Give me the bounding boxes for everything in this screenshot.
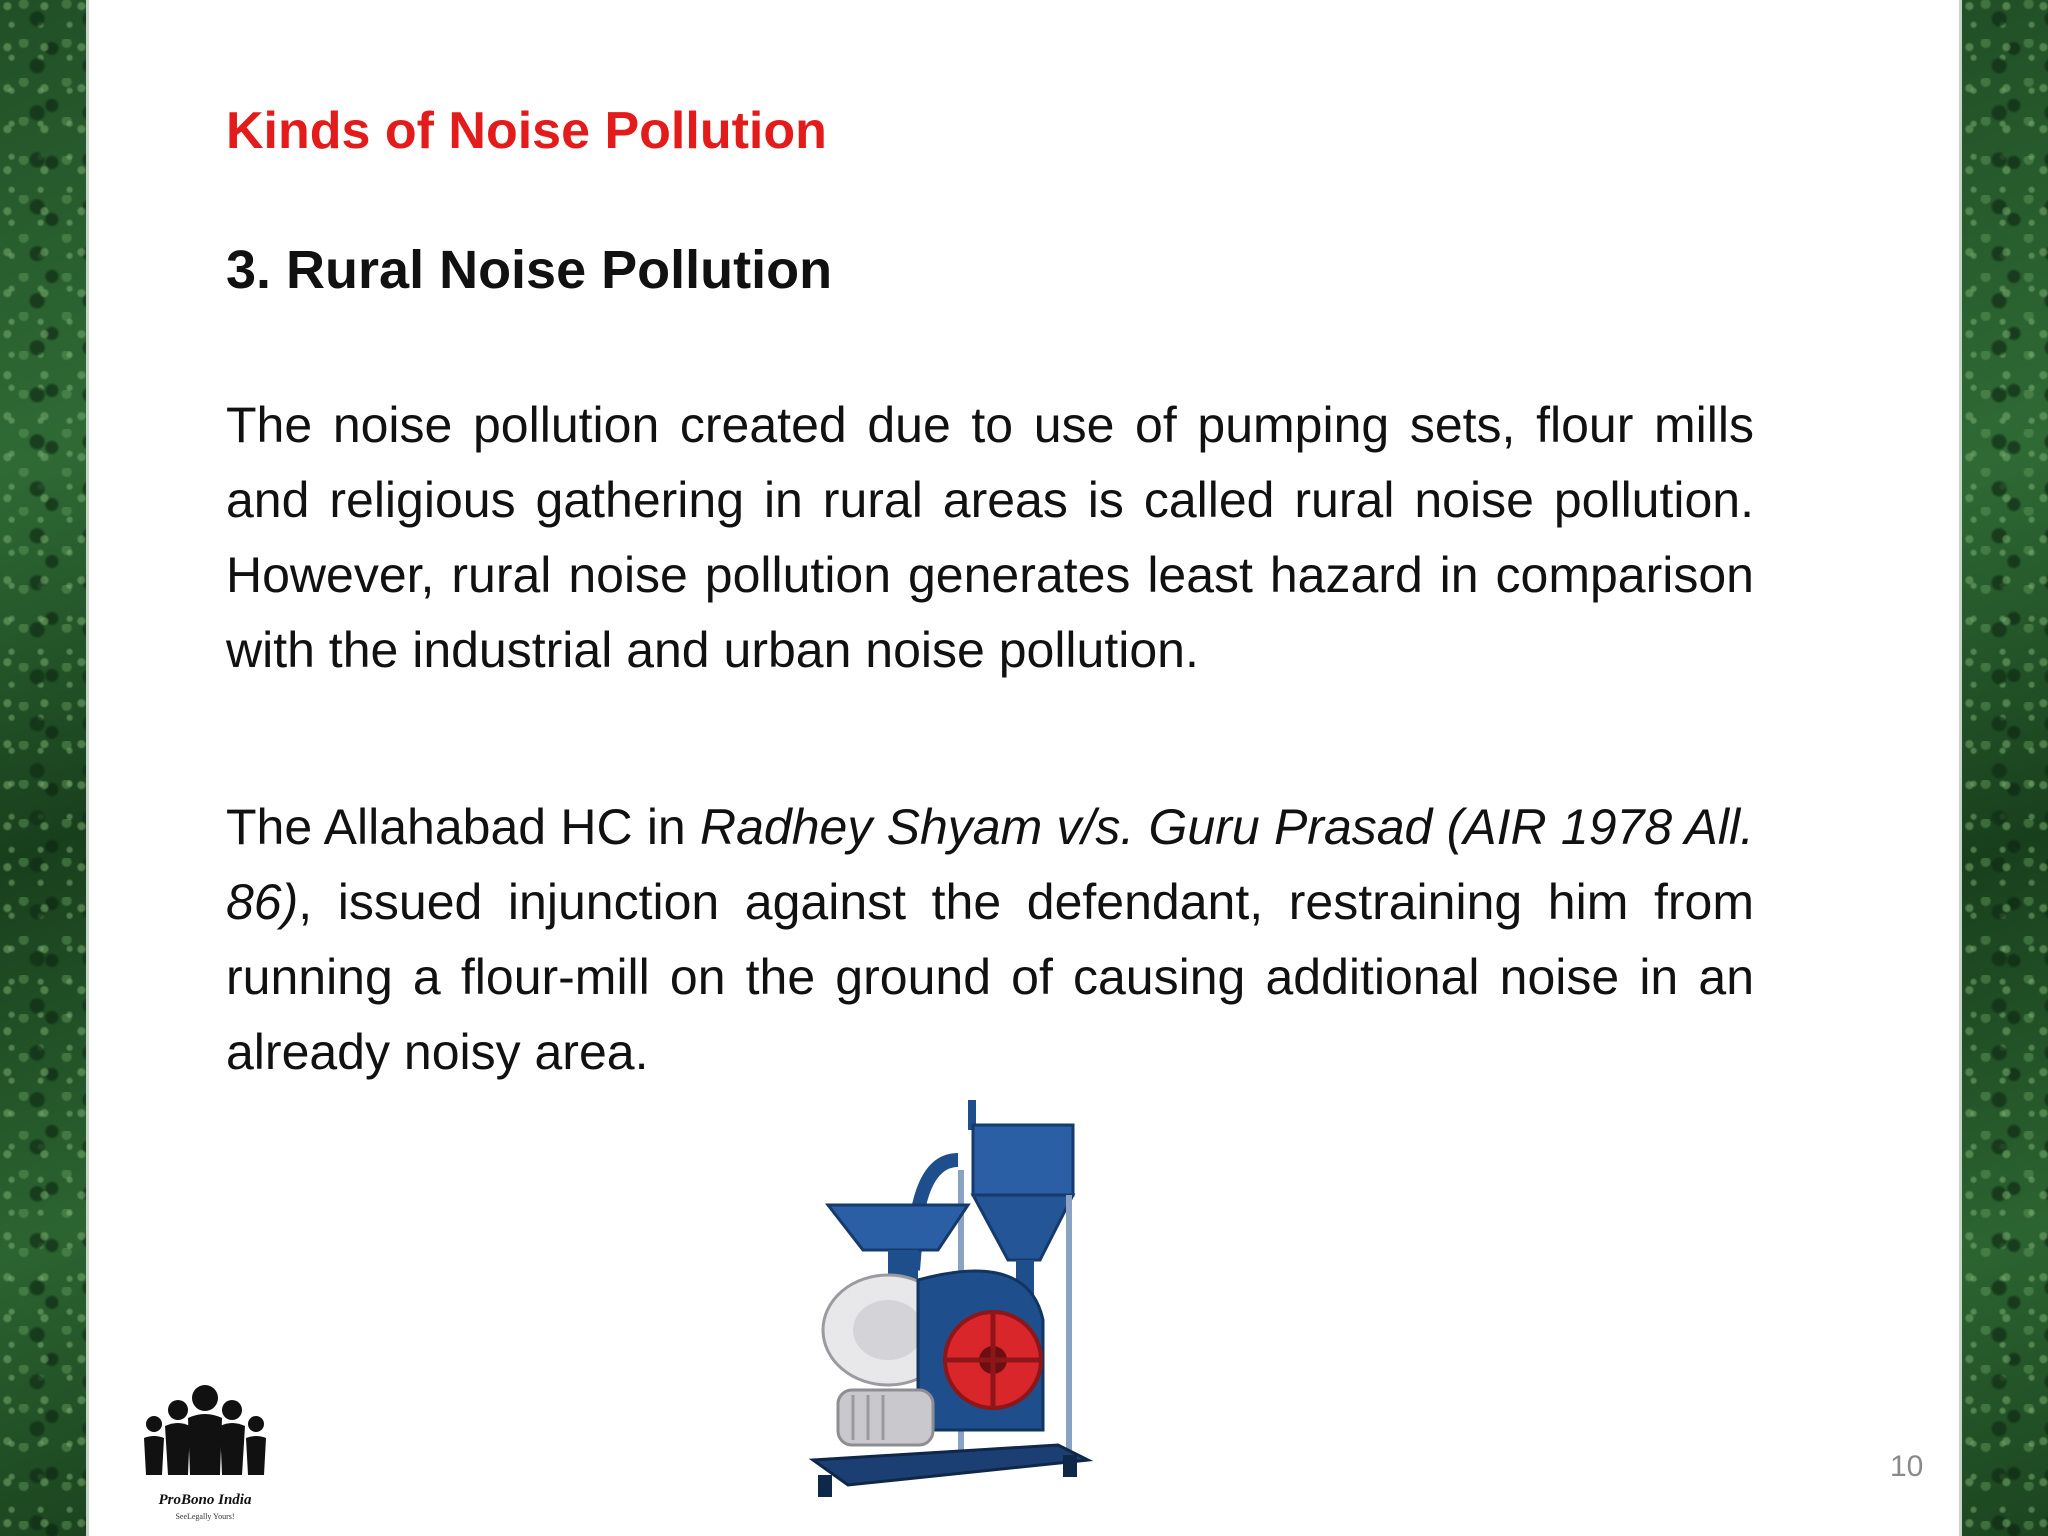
people-group-icon (140, 1380, 270, 1490)
slide-subtitle: 3. Rural Noise Pollution (226, 240, 833, 300)
slide-kicker: Kinds of Noise Pollution (226, 102, 827, 160)
probono-india-logo (140, 1380, 270, 1530)
paragraph-case-law (226, 790, 1754, 1090)
flour-mill-machine-icon (813, 1100, 1088, 1497)
right-decorative-border (1959, 0, 2048, 1536)
logo-name: ProBono India (158, 1492, 252, 1508)
page-number: 10 (1890, 1450, 1924, 1483)
case-lead-text: The Allahabad HC in (226, 799, 700, 855)
paragraph-rural-definition: The noise pollution created due to use of pumping sets, flour mills and religious gathering in rural areas is called rural noise pollution. However, rural noise pollution generates least hazard in comparison with the industrial and urban noise pollution. (226, 397, 1754, 678)
flour-mill-image (808, 1100, 1138, 1500)
case-citation: Radhey Shyam v/s. Guru Prasad (AIR 1978 All. 86) (226, 799, 1754, 930)
case-rest-text: , issued injunction against the defendant, restraining him from running a flour-mill on the ground of causing additional noise in an already noisy area. (226, 874, 1754, 1080)
logo-tagline: SeeLegally Yours! (175, 1512, 235, 1521)
left-decorative-border (0, 0, 89, 1536)
